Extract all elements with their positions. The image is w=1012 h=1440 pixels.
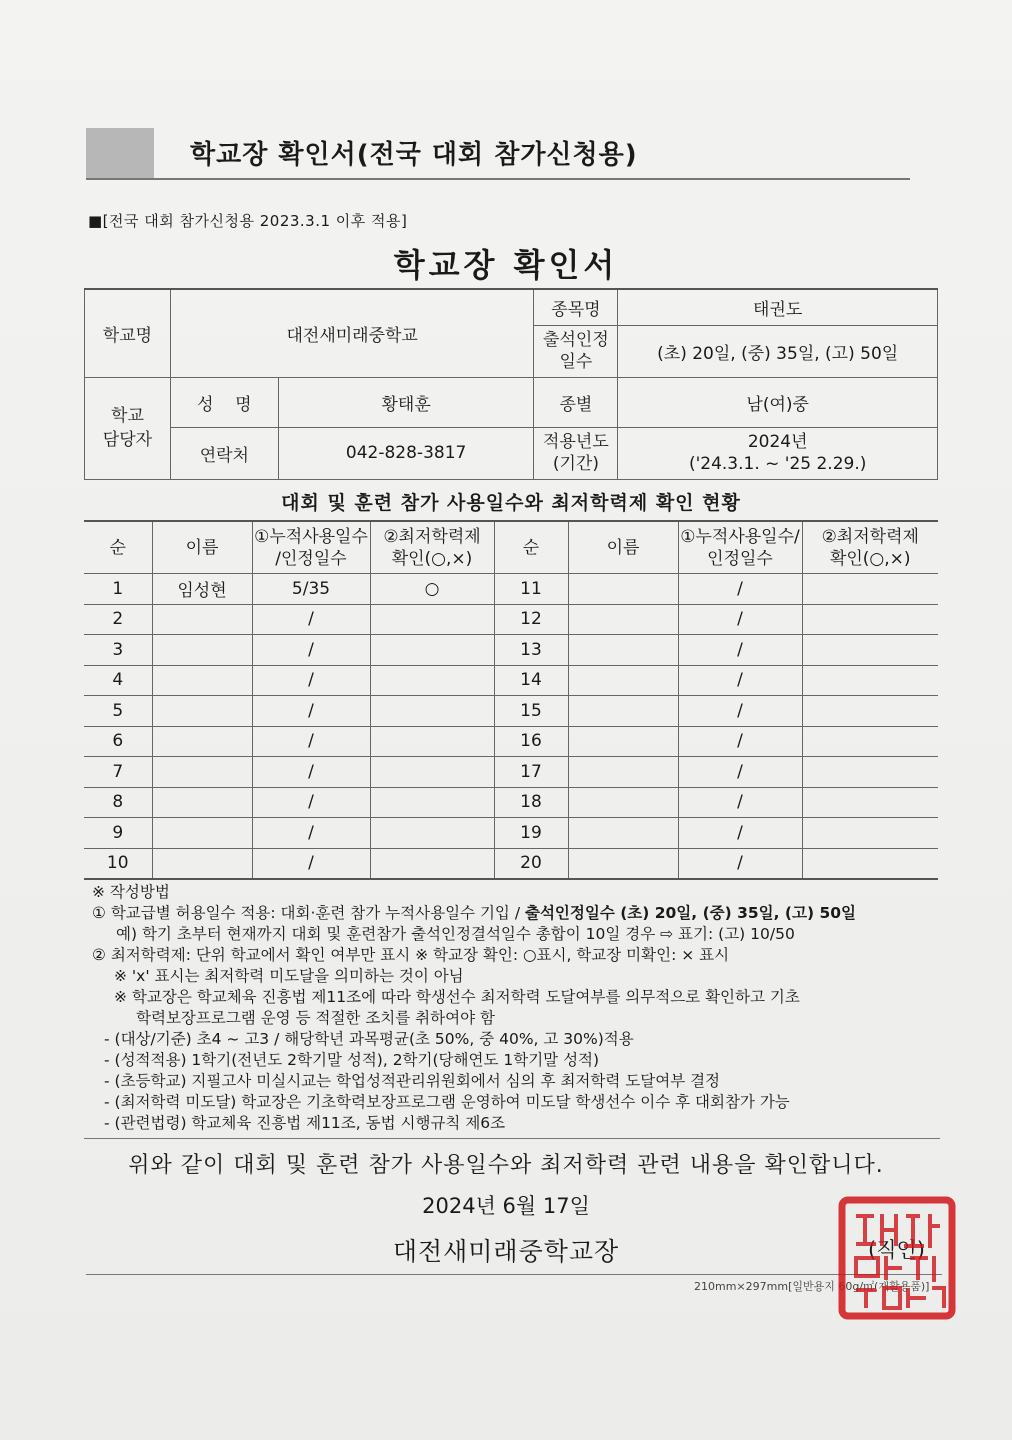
- row-check: [802, 757, 938, 788]
- row-no: 1: [84, 574, 152, 605]
- row-no: 7: [84, 757, 152, 788]
- col-header-days-left: ①누적사용일수 /인정일수: [252, 521, 370, 574]
- row-name: [152, 726, 252, 757]
- period-value: ('24.3.1. ~ '25 2.29.): [688, 454, 867, 474]
- row-days: /: [252, 604, 370, 635]
- instructions: [92, 882, 952, 1134]
- row-name: [152, 696, 252, 727]
- row-days: /: [678, 818, 802, 849]
- row-name: [568, 848, 678, 879]
- table-row: [84, 787, 938, 818]
- confirmation-statement: 위와 같이 대회 및 훈련 참가 사용일수와 최저학력 관련 내용을 확인합니다.: [128, 1153, 884, 1178]
- row-no: 15: [494, 696, 568, 727]
- row-check: ○: [370, 574, 494, 605]
- row-days: 5/35: [252, 574, 370, 605]
- official-seal-icon: [838, 1196, 956, 1320]
- row-name: [152, 665, 252, 696]
- row-days: /: [252, 787, 370, 818]
- row-no: 3: [84, 635, 152, 666]
- table-row: [84, 604, 938, 635]
- row-days: /: [252, 696, 370, 727]
- row-no: 11: [494, 574, 568, 605]
- table-row: [84, 848, 938, 879]
- note-1-bold: 출석인정일수 (초) 20일, (중) 35일, (고) 50일: [524, 904, 857, 922]
- row-no: 20: [494, 848, 568, 879]
- table-row: [84, 635, 938, 666]
- note-1: [92, 903, 952, 924]
- row-check: [370, 635, 494, 666]
- attendance-value: (초) 20일, (중) 35일, (고) 50일: [618, 325, 938, 377]
- col-header-days-right: ①누적사용일수/ 인정일수: [678, 521, 802, 574]
- school-value: 대전새미래중학교: [170, 289, 534, 377]
- row-days: /: [678, 726, 802, 757]
- detail-5: - (관련법령) 학교체육 진흥법 제11조, 동법 시행규칙 제6조: [104, 1114, 506, 1132]
- row-name: [568, 604, 678, 635]
- row-days: /: [252, 635, 370, 666]
- note-2-sub-1: ※ 'x' 표시는 최저학력 미도달을 의미하는 것이 아님: [114, 967, 464, 985]
- row-check: [370, 818, 494, 849]
- row-days: /: [252, 848, 370, 879]
- row-name: [568, 757, 678, 788]
- table-row: [84, 665, 938, 696]
- table-row: [84, 757, 938, 788]
- row-no: 16: [494, 726, 568, 757]
- row-check: [370, 665, 494, 696]
- row-no: 2: [84, 604, 152, 635]
- year-label: 적용년도 (기간): [534, 427, 618, 479]
- header-gray-block: [86, 128, 154, 180]
- sport-value: 태권도: [618, 289, 938, 325]
- header-title: 학교장 확인서(전국 대회 참가신청용): [190, 140, 638, 170]
- section-title: 대회 및 훈련 참가 사용일수와 최저학력제 확인 현황: [281, 492, 741, 514]
- header-rule: [86, 178, 910, 180]
- row-days: /: [678, 696, 802, 727]
- row-no: 5: [84, 696, 152, 727]
- col-header-check-right: ②최저학력제 확인(○,×): [802, 521, 938, 574]
- row-name: 임성현: [152, 574, 252, 605]
- row-no: 17: [494, 757, 568, 788]
- row-check: [802, 635, 938, 666]
- school-label: 학교명: [85, 289, 171, 377]
- contact-label: 연락처: [170, 427, 278, 479]
- row-days: /: [252, 726, 370, 757]
- table-row: [84, 574, 938, 605]
- main-title: 학교장 확인서: [393, 246, 619, 284]
- col-header-check-left: ②최저학력제 확인(○,×): [370, 521, 494, 574]
- row-name: [568, 696, 678, 727]
- row-check: [802, 696, 938, 727]
- row-no: 12: [494, 604, 568, 635]
- note-2-sub-2: ※ 학교장은 학교체육 진흥법 제11조에 따라 학생선수 최저학력 도달여부를 의무적으로 확인하고 기초: [114, 988, 800, 1006]
- info-table: [84, 288, 938, 480]
- row-no: 6: [84, 726, 152, 757]
- year-cell: [618, 427, 938, 479]
- sport-label: 종목명: [534, 289, 618, 325]
- row-check: [370, 726, 494, 757]
- row-name: [568, 635, 678, 666]
- detail-1: - (대상/기준) 초4 ~ 고3 / 해당학년 과목평균(초 50%, 중 40%, 고 30%)적용: [104, 1030, 634, 1048]
- row-no: 14: [494, 665, 568, 696]
- row-check: [370, 696, 494, 727]
- row-no: 9: [84, 818, 152, 849]
- row-check: [370, 787, 494, 818]
- row-check: [802, 665, 938, 696]
- row-no: 13: [494, 635, 568, 666]
- row-check: [802, 726, 938, 757]
- year-value: 2024년: [747, 432, 808, 452]
- row-name: [568, 574, 678, 605]
- row-days: /: [678, 757, 802, 788]
- status-grid: [84, 520, 938, 880]
- note-1-text: ① 학교급별 허용일수 적용: 대회·훈련 참가 누적사용일수 기입 /: [92, 904, 525, 922]
- row-days: /: [678, 665, 802, 696]
- row-days: /: [678, 848, 802, 879]
- row-name: [152, 787, 252, 818]
- row-name: [152, 604, 252, 635]
- row-no: 4: [84, 665, 152, 696]
- note-2-sub-2b: 학력보장프로그램 운영 등 적절한 조치를 취하여야 함: [136, 1009, 495, 1027]
- row-no: 8: [84, 787, 152, 818]
- row-name: [568, 787, 678, 818]
- row-check: [802, 848, 938, 879]
- row-check: [370, 604, 494, 635]
- row-days: /: [678, 787, 802, 818]
- notes-heading: ※ 작성방법: [92, 883, 170, 901]
- table-row: [84, 696, 938, 727]
- row-check: [802, 604, 938, 635]
- row-check: [370, 757, 494, 788]
- row-check: [370, 848, 494, 879]
- bottom-rule: [86, 1274, 942, 1275]
- name-label: 성 명: [170, 377, 278, 427]
- form-version-tag: ■[전국 대회 참가신청용 2023.3.1 이후 적용]: [88, 212, 408, 230]
- principal-signature: 대전새미래중학교장: [392, 1237, 620, 1266]
- manager-label: 학교 담당자: [85, 377, 171, 479]
- table-row: [84, 726, 938, 757]
- issue-date: 2024년 6월 17일: [422, 1194, 590, 1218]
- detail-2: - (성적적용) 1학기(전년도 2학기말 성적), 2학기(당해연도 1학기말 성적): [104, 1051, 600, 1069]
- note-1-example: 예) 학기 초부터 현재까지 대회 및 훈련참가 출석인정결석일수 총합이 10일 경우 ⇨ 표기: (고) 10/50: [116, 925, 795, 943]
- col-header-no-right: 순: [494, 521, 568, 574]
- col-header-name-left: 이름: [152, 521, 252, 574]
- row-days: /: [678, 574, 802, 605]
- row-days: /: [678, 635, 802, 666]
- row-name: [568, 818, 678, 849]
- row-name: [568, 665, 678, 696]
- row-check: [802, 574, 938, 605]
- col-header-name-right: 이름: [568, 521, 678, 574]
- gender-label: 종별: [534, 377, 618, 427]
- row-days: /: [678, 604, 802, 635]
- row-name: [152, 635, 252, 666]
- detail-3: - (초등학교) 지필고사 미실시교는 학업성적관리위원회에서 심의 후 최저학력 도달여부 결정: [104, 1072, 721, 1090]
- row-name: [152, 848, 252, 879]
- paper-size-note: 210mm×297mm[일반용지 60g/㎡(재활용품)]: [694, 1280, 930, 1293]
- col-header-no-left: 순: [84, 521, 152, 574]
- note-2: ② 최저학력제: 단위 학교에서 확인 여부만 표시 ※ 학교장 확인: ○표시, 학교장 미확인: × 표시: [92, 946, 730, 964]
- manager-name: 황태훈: [278, 377, 534, 427]
- row-no: 19: [494, 818, 568, 849]
- row-days: /: [252, 818, 370, 849]
- row-name: [568, 726, 678, 757]
- gender-value: 남(여)중: [618, 377, 938, 427]
- detail-4: - (최저학력 미도달) 학교장은 기초학력보장프로그램 운영하여 미도달 학생선수 이수 후 대회참가 가능: [104, 1093, 790, 1111]
- seal-mark-label: (직인): [868, 1238, 925, 1262]
- row-check: [802, 787, 938, 818]
- contact-value: 042-828-3817: [278, 427, 534, 479]
- row-days: /: [252, 665, 370, 696]
- row-no: 18: [494, 787, 568, 818]
- row-check: [802, 818, 938, 849]
- row-name: [152, 757, 252, 788]
- row-name: [152, 818, 252, 849]
- table-row: [84, 818, 938, 849]
- row-no: 10: [84, 848, 152, 879]
- row-days: /: [252, 757, 370, 788]
- confirm-rule: [84, 1138, 940, 1139]
- attendance-label: 출석인정 일수: [534, 325, 618, 377]
